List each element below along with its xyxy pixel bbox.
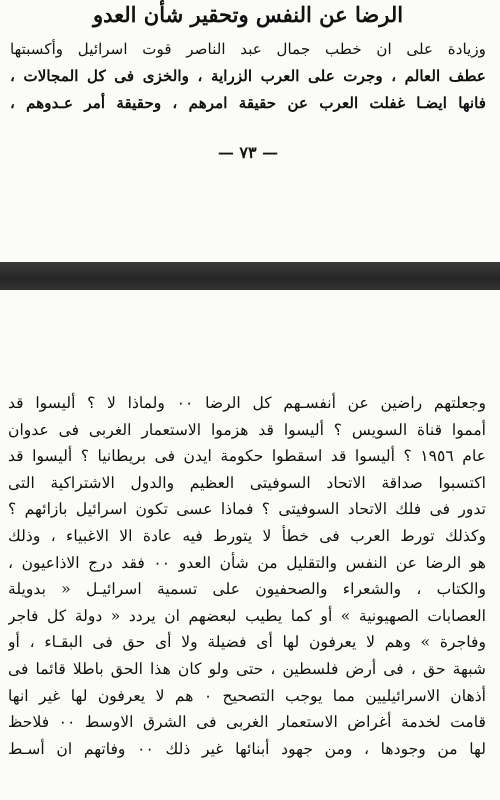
text-line: عام ١٩٥٦ ؟ أليسوا قد اسقطوا حكومة ايدن فى بريطانيا ؟ أليسوا قد [8,447,486,466]
text-line: وجعلتهم راضين عن أنفسـهم كل الرضا ٠٠ ولماذا لا ؟ أليسوا قد [8,394,486,412]
text-line: اكتسبوا صداقة الاتحاد السوفيتى العظيم والدول الاشتراكية التى [8,473,486,492]
body-paragraph [8,290,486,762]
text-line: وزيادة على ان خطب جمال عبد الناصر قوت اسرائيل وأكسبتها [10,40,486,58]
text-line: وكذلك تورط العرب فى خطأ لا يتورط فيه عادة الا الاغبياء ، وذلك [8,526,486,545]
top-page-fragment [0,0,500,262]
text-line: قامت لخدمة أغراض الاستعمار الغربى فى الشرق الاوسط ٠٠ فلاحظ [8,713,486,732]
text-line: تدور فى فلك الاتحاد السوفيتى ؟ فماذا عسى تكون اسرائيل بازائهم ؟ [8,500,486,519]
text-line: والكتاب ، والشعراء والصحفيون على تسمية اسرائيـل « بدويلة [8,580,486,599]
text-line: لها من وجودها ، ومن جهود أبنائها غير ذلك ٠٠ وفاتهم ان أسـط [8,739,486,758]
text-line: شبهة حق ، فى أرض فلسطين ، حتى ولو كان هذا الحق باطلا قائما فى [8,659,486,678]
text-line: العصابات الصهيونية » أو كما يطيب لبعضهم ان يردد « دولة كل فاجر [8,606,486,625]
text-line: هو الرضا عن النفس والتقليل من شأن العدو ٠٠ فقد درج الاذاعيون ، [8,553,486,572]
top-paragraph [10,36,486,117]
text-line: أذهان الاسرائيليين مما يوجب التصحيح ٠ هم لا يعرفون لها غير انها [8,686,486,705]
text-line: وفاجرة » وهم لا يعرفون لها أى فضيلة ولا أى حق فى البقـاء ، أو [8,633,486,652]
bottom-page [0,290,500,800]
page-separator [0,262,500,290]
page-number: — ٧٣ — [217,143,279,162]
text-line: أمموا قناة السويس ؟ أليسوا قد هزموا الاستعمار الغربى فى عدوان [8,420,486,439]
text-line: عطف العالم ، وجرت على العرب الزراية ، والخزى فى كل المجالات ، [10,67,486,85]
text-line: فانها ايضـا غفلت العرب عن حقيقة امرهم ، وحقيقة أمر عـدوهم ، [10,94,486,112]
section-heading: الرضا عن النفس وتحقير شأن العدو [92,2,404,27]
